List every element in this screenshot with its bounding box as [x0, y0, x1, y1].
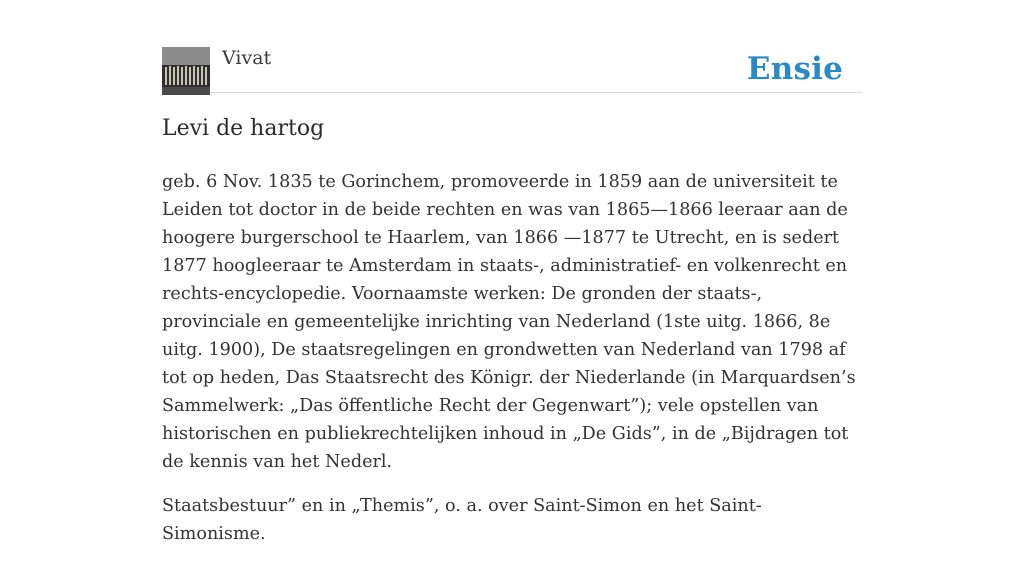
site-header [162, 46, 862, 93]
article-body [162, 168, 862, 564]
site-name[interactable]: Vivat [222, 47, 272, 69]
ensie-logo[interactable]: Ensie [746, 51, 843, 87]
page-title: Levi de hartog [162, 116, 325, 141]
book-spines-icon [162, 47, 210, 95]
article-paragraph: Staatsbestuur” en in „Themis”, o. a. over Saint-Simon en het Saint-Simonisme. [162, 496, 762, 544]
avatar[interactable] [162, 47, 210, 95]
article-paragraph: geb. 6 Nov. 1835 te Gorinchem, promoveerde in 1859 aan de universiteit te Leiden tot doctor in de beide rechten en was van 1865—1866 leeraar aan de hoogere burgerschool te Haarlem, van 1866 —1877 te Utrecht, en is sedert 1877 hoogleeraar te Amsterdam in staats-, administratief- en volkenrecht en rechts-encyclopedie. Voornaamste werken: De gronden der staats-, provinciale en gemeentelijke inrichting van Nederland (1ste uitg. 1866, 8e uitg. 1900), De staatsregelingen en grondwetten van Nederland van 1798 af tot op heden, Das Staatsrecht des Königr. der Niederlande (in Marquardsen’s Sammelwerk: „Das öffentliche Recht der Gegenwart”); vele opstellen van historischen en publiekrechtelijken inhoud in „De Gids”, in de „Bijdragen tot de kennis van het Nederl. [162, 172, 856, 472]
